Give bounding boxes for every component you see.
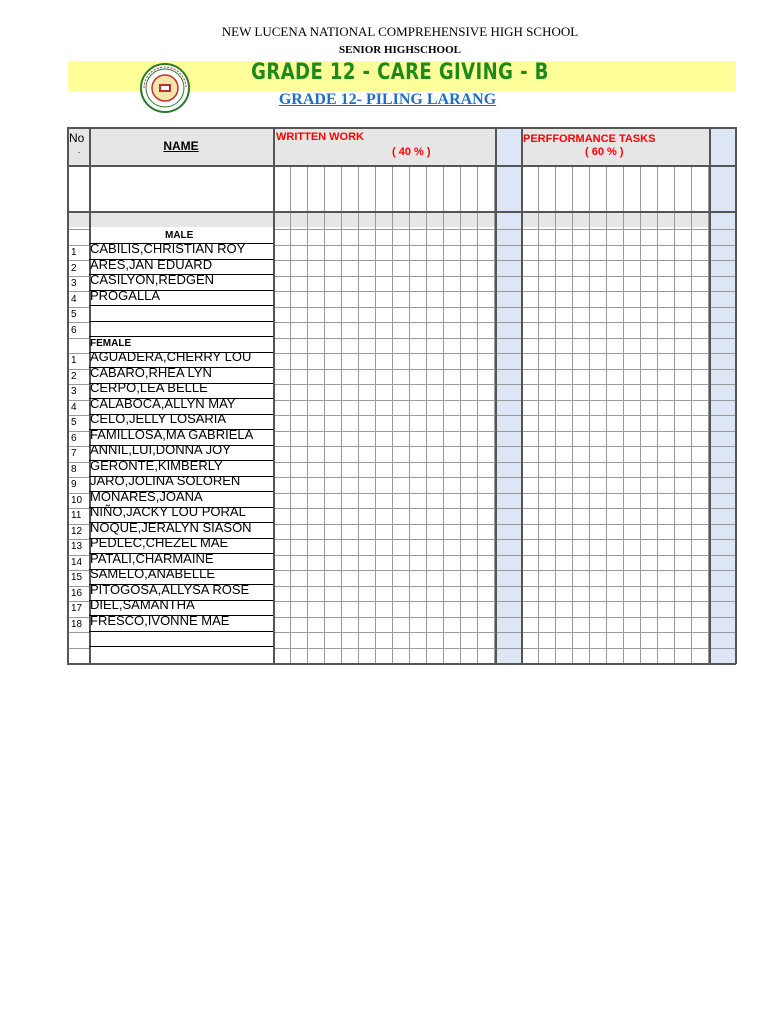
column-no-header: No bbox=[69, 131, 85, 145]
table-border bbox=[735, 127, 737, 664]
grid-hline bbox=[67, 322, 89, 323]
student-name: MONARES,JOANA bbox=[90, 488, 203, 504]
grid-hline bbox=[273, 260, 736, 261]
grid-hline bbox=[67, 291, 89, 292]
row-number: 11 bbox=[71, 510, 82, 521]
grid-hline bbox=[67, 493, 89, 494]
student-name: PROGALLA bbox=[90, 287, 161, 303]
row-number: 4 bbox=[71, 401, 77, 413]
row-number: 13 bbox=[71, 541, 83, 552]
grid-hline bbox=[67, 431, 89, 432]
student-name: DIEL,SAMANTHA bbox=[90, 597, 195, 612]
written-work-percent: ( 40 % ) bbox=[392, 146, 431, 158]
row-number: 2 bbox=[71, 370, 77, 382]
table-border bbox=[273, 127, 275, 664]
student-name: CABILIS,CHRISTIAN ROY bbox=[90, 241, 246, 256]
grid-hline bbox=[273, 570, 736, 571]
name-row-line bbox=[89, 305, 273, 306]
name-row-line bbox=[89, 321, 273, 322]
performance-total-column bbox=[709, 127, 736, 664]
grid-hline bbox=[273, 524, 736, 525]
grid-hline bbox=[273, 229, 736, 230]
student-name: NIÑO,JACKY LOU PORAL bbox=[90, 504, 246, 519]
student-name: CALABOCA,ALLYN MAY bbox=[90, 395, 236, 411]
grid-hline bbox=[67, 539, 89, 540]
row-number: 18 bbox=[71, 618, 83, 630]
row-number: 5 bbox=[71, 309, 77, 320]
written-total-column bbox=[495, 127, 521, 664]
grid-hline bbox=[273, 493, 736, 494]
grid-hline bbox=[273, 353, 736, 354]
grid-hline bbox=[273, 601, 736, 602]
male-section-label: MALE bbox=[165, 230, 194, 241]
grid-hline bbox=[273, 617, 736, 618]
written-work-header: WRITTEN WORK bbox=[276, 131, 364, 143]
grid-hline bbox=[273, 431, 736, 432]
table-border bbox=[495, 127, 497, 664]
student-name: SAMELO,ANABELLE bbox=[90, 566, 215, 581]
performance-tasks-header: PERFFORMANCE TASKS bbox=[523, 133, 656, 145]
student-name: ANNIL,LUI,DONNA JOY bbox=[90, 442, 231, 457]
student-name: CABARO,RHEA LYN bbox=[90, 364, 212, 380]
grid-hline bbox=[67, 245, 89, 246]
grid-hline bbox=[273, 508, 736, 509]
grid-hline bbox=[273, 648, 736, 649]
student-name: CERPO,LEA BELLE bbox=[90, 380, 208, 395]
student-name: CASILYON,REDGEN bbox=[90, 272, 215, 287]
grid-hline bbox=[67, 369, 89, 370]
grid-hline bbox=[273, 245, 736, 246]
row-number: 16 bbox=[71, 587, 83, 599]
row-number: 14 bbox=[71, 556, 83, 568]
student-name: FRESCO,IVONNE MAE bbox=[90, 612, 230, 628]
school-seal-icon bbox=[138, 62, 192, 114]
row-number: 15 bbox=[71, 572, 83, 583]
grade-section-title: GRADE 12 - CARE GIVING - B bbox=[251, 60, 549, 85]
grid-hline bbox=[67, 260, 89, 261]
grid-hline bbox=[273, 400, 736, 401]
grid-hline bbox=[67, 400, 89, 401]
grid-hline bbox=[67, 415, 89, 416]
row-number: 3 bbox=[71, 278, 77, 289]
student-name: NOQUE,JERALYN SIASON bbox=[90, 519, 252, 535]
female-section-label: FEMALE bbox=[90, 338, 132, 349]
grid-hline bbox=[273, 446, 736, 447]
grid-hline bbox=[273, 586, 736, 587]
table-border bbox=[67, 127, 736, 129]
grid-hline bbox=[273, 369, 736, 370]
row-number: 1 bbox=[71, 355, 77, 366]
grid-hline bbox=[67, 524, 89, 525]
grid-hline bbox=[67, 601, 89, 602]
table-border bbox=[67, 211, 736, 213]
name-row-line bbox=[89, 336, 273, 337]
student-name: ARES,JAN EDUARD bbox=[90, 256, 213, 272]
grid-hline bbox=[273, 322, 736, 323]
grid-hline bbox=[67, 617, 89, 618]
grid-hline bbox=[67, 570, 89, 571]
student-name: AGUADERA,CHERRY LOU bbox=[90, 349, 252, 364]
row-number: 9 bbox=[71, 479, 77, 490]
grid-hline bbox=[67, 462, 89, 463]
grid-hline bbox=[273, 555, 736, 556]
grid-hline bbox=[67, 229, 89, 230]
grid-hline bbox=[67, 384, 89, 385]
grid-hline bbox=[273, 415, 736, 416]
grid-hline bbox=[67, 338, 89, 339]
student-name: JARO,JOLINA SOLOREN bbox=[90, 473, 241, 488]
row-number: 8 bbox=[71, 463, 77, 475]
row-number: 1 bbox=[71, 247, 77, 258]
student-name: FAMILLOSA,MA GABRIELA bbox=[90, 426, 254, 442]
row-number: 12 bbox=[71, 525, 83, 537]
table-border bbox=[521, 127, 523, 664]
grid-hline bbox=[67, 555, 89, 556]
row-number: 5 bbox=[71, 417, 77, 428]
grid-hline bbox=[273, 307, 736, 308]
student-name: PATALI,CHARMAINE bbox=[90, 550, 214, 566]
column-name-header: NAME bbox=[163, 139, 199, 153]
row-number: 17 bbox=[71, 603, 83, 614]
table-border bbox=[67, 165, 736, 167]
row-number: 4 bbox=[71, 293, 77, 305]
grid-hline bbox=[273, 276, 736, 277]
row-number: 6 bbox=[71, 324, 77, 336]
grid-hline bbox=[273, 338, 736, 339]
row-number: 2 bbox=[71, 262, 77, 274]
grid-hline bbox=[273, 462, 736, 463]
school-level: SENIOR HIGHSCHOOL bbox=[339, 44, 461, 56]
grid-hline bbox=[67, 446, 89, 447]
subject-title: GRADE 12- PILING LARANG bbox=[278, 91, 497, 108]
grid-hline bbox=[67, 353, 89, 354]
grid-hline bbox=[67, 276, 89, 277]
grid-hline bbox=[273, 539, 736, 540]
column-no-dot: . bbox=[77, 145, 81, 155]
performance-tasks-percent: ( 60 % ) bbox=[585, 146, 624, 158]
school-name: NEW LUCENA NATIONAL COMPREHENSIVE HIGH SCHOOL bbox=[221, 24, 579, 39]
grid-hline bbox=[67, 648, 89, 649]
table-border bbox=[709, 127, 711, 664]
row-number: 10 bbox=[71, 494, 83, 506]
grid-hline bbox=[273, 291, 736, 292]
student-name: CELO,JELLY LOSARIA bbox=[90, 411, 227, 426]
name-row-line bbox=[89, 631, 273, 632]
grid-hline bbox=[67, 586, 89, 587]
grid-hline bbox=[67, 508, 89, 509]
row-number: 6 bbox=[71, 432, 77, 444]
table-border bbox=[67, 127, 69, 664]
grid-hline bbox=[273, 384, 736, 385]
student-name: GERONTE,KIMBERLY bbox=[90, 457, 223, 473]
grid-hline bbox=[67, 632, 89, 633]
grid-hline bbox=[67, 477, 89, 478]
subheader-band bbox=[67, 212, 736, 227]
grid-hline bbox=[67, 307, 89, 308]
row-number: 3 bbox=[71, 386, 77, 397]
row-number: 7 bbox=[71, 448, 77, 459]
grid-hline bbox=[273, 632, 736, 633]
table-border bbox=[67, 663, 736, 665]
grid-hline bbox=[273, 477, 736, 478]
name-row-line bbox=[89, 646, 273, 647]
student-name: PITOGOSA,ALLYSA ROSE bbox=[90, 581, 250, 597]
student-name: PEDLEC,CHEZEL MAE bbox=[90, 535, 229, 550]
